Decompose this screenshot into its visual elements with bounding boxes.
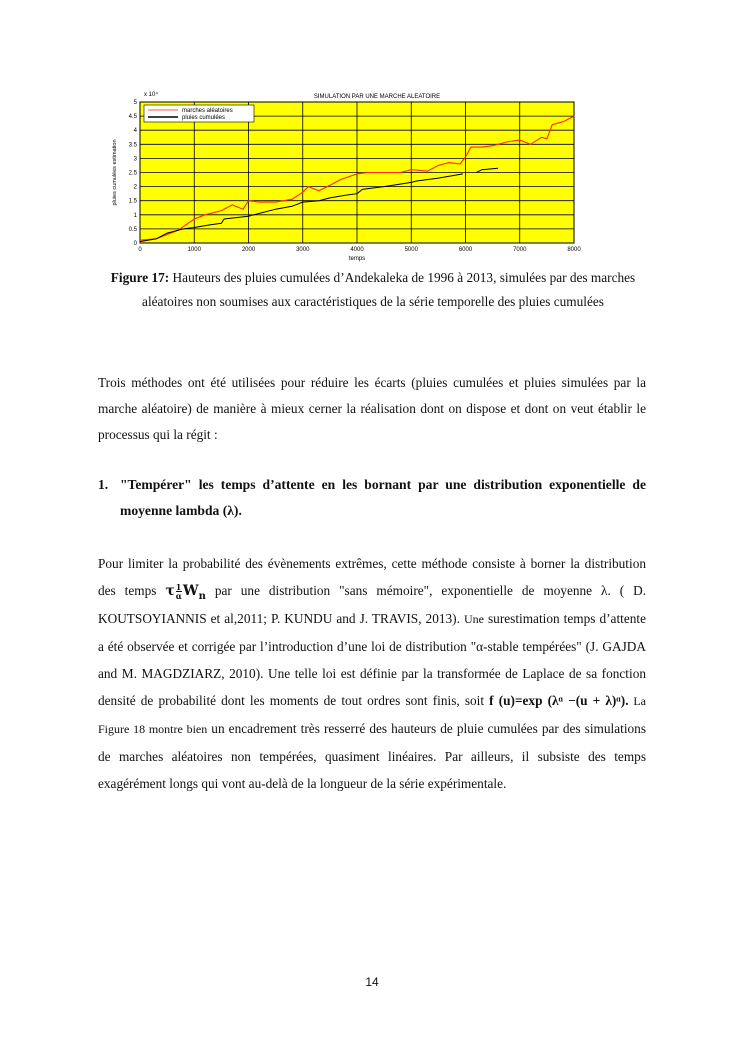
y-tick-label: 0	[133, 241, 137, 247]
legend-label: pluies cumulées	[182, 115, 226, 121]
y-tick-label: 3	[133, 156, 137, 163]
x-tick-label: 0	[138, 247, 142, 253]
y-tick-label: 0.5	[128, 226, 137, 233]
text-run: La Figure 18 montre bien	[98, 694, 646, 736]
random-walk-chart	[104, 88, 594, 263]
formula: f (u)=exp (λᵅ −(u + λ)ᵅ).	[489, 693, 629, 708]
math-tau: τ	[165, 583, 175, 599]
y-tick-label: 2	[133, 184, 137, 191]
figure-caption	[98, 266, 648, 314]
figure-caption-text: Hauteurs des pluies cumulées d’Andekaleka de 1996 à 2013, simulées par des marches aléatoires non soumises aux caractéristiques de la série temporelle des pluies cumulées	[142, 270, 636, 309]
y-tick-label: 4	[133, 128, 137, 135]
heading-text: "Tempérer" les temps d’attente en les bornant par une distribution exponentielle de moyenne lambda (λ).	[120, 477, 646, 518]
heading-number: 1.	[98, 477, 109, 492]
x-tick-label: 3000	[296, 247, 310, 253]
text-run: par une distribution "sans mémoire", exponentielle de moyenne λ. ( D. KOUTSOYIANNIS et al,2011; P. KUNDU and J. TRAVIS, 2013).	[98, 583, 646, 626]
text-run: un encadrement très resserré des hauteurs de pluie cumulées par des simulations de marches aléatoires non tempérées, quasiment linéaires. Par ailleurs, il subsiste des temps exagérément longs qui vont au-delà de la longueur de la série expérimentale.	[98, 721, 646, 791]
x-tick-label: 7000	[513, 247, 527, 253]
chart-title: SIMULATION PAR UNE MARCHE ALEATOIRE	[313, 94, 441, 100]
y-tick-label: 5	[133, 100, 137, 106]
text-run: Pour limiter la probabilité des évènements extrêmes, cette méthode consiste à borner la distribution des temps	[98, 556, 646, 598]
math-w: W	[182, 583, 199, 599]
x-tick-label: 8000	[567, 247, 581, 253]
y-axis-label: pluies cumulées estimation	[112, 139, 118, 206]
text-run: Une	[463, 612, 484, 626]
paragraph-method	[98, 550, 646, 797]
y-tick-label: 4.5	[128, 114, 137, 121]
page-number: 14	[365, 975, 379, 989]
y-tick-label: 2.5	[128, 170, 137, 177]
paragraph-intro: Trois méthodes ont été utilisées pour réduire les écarts (pluies cumulées et pluies simulées par la marche aléatoire) de manière à mieux cerner la réalisation dont on dispose et dont on veut établir le processus qui la régit :	[98, 375, 646, 442]
legend-label: marches aléatoires	[182, 108, 233, 114]
section-heading-1	[98, 472, 646, 524]
math-alpha: α	[175, 590, 182, 601]
math-n: n	[198, 590, 206, 602]
x-tick-label: 4000	[350, 247, 364, 253]
x-axis-label: temps	[348, 256, 366, 262]
x-tick-label: 5000	[404, 247, 418, 253]
x-tick-label: 2000	[241, 247, 256, 253]
y-tick-label: 1.5	[128, 198, 137, 205]
x-tick-label: 1000	[187, 247, 201, 253]
y-tick-label: 3.5	[128, 142, 137, 149]
math-exponent-fraction	[176, 583, 182, 600]
text-run: surestimation temps d’attente a été observée et corrigée par l’introduction d’une loi de distribution "α-stable tempérées" (J. GAJDA and M. MAGDZIARZ, 2010). Une telle loi est définie par la transformée de Laplace de sa fonction densité de probabilité dont les moments de tout ordres sont finis, soit	[98, 611, 646, 708]
math-sup: 1	[175, 581, 182, 592]
y-multiplier: x 10⁴	[144, 92, 158, 98]
y-tick-label: 1	[133, 212, 137, 219]
math-tau-wn	[165, 581, 206, 602]
figure-label: Figure 17:	[110, 270, 170, 285]
x-tick-label: 6000	[458, 247, 473, 253]
